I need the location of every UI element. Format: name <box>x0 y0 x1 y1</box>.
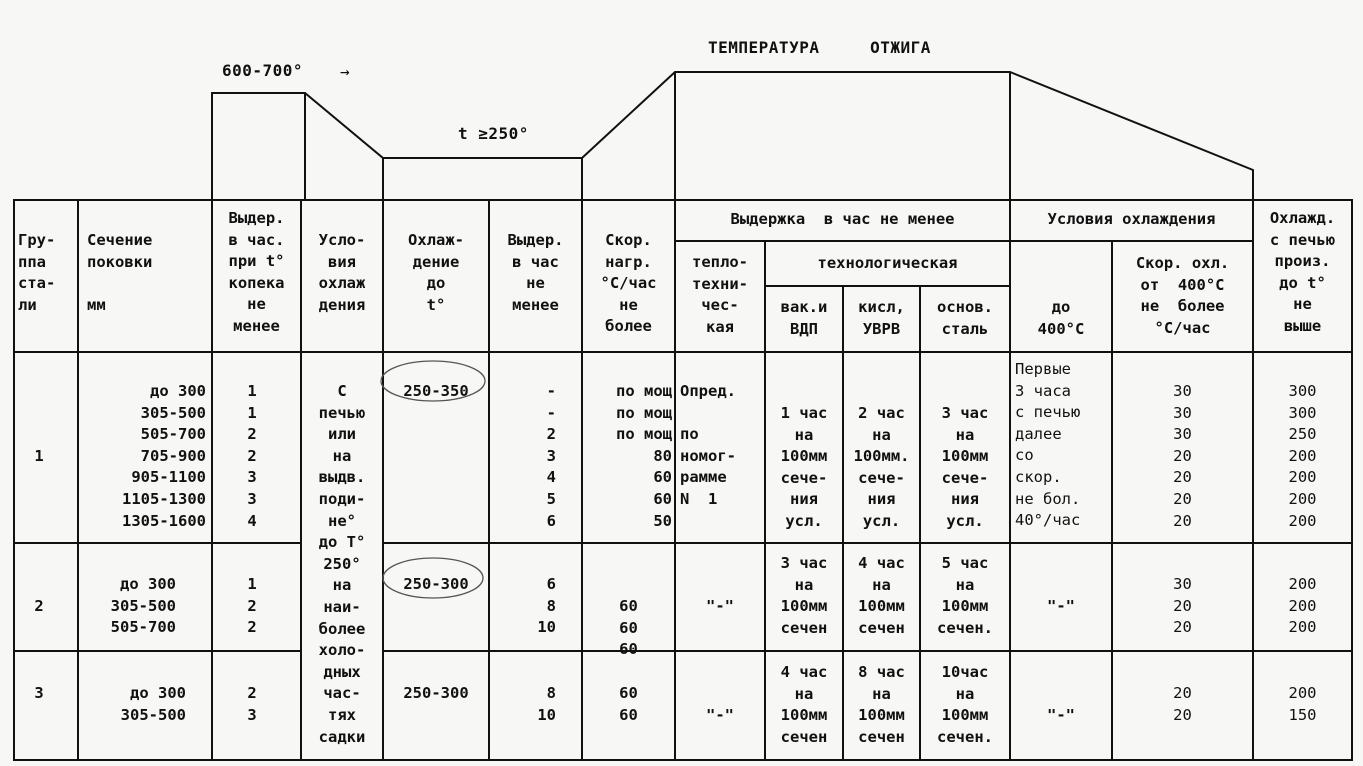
label-annealing-temperature: ТЕМПЕРАТУРА ОТЖИГА <box>708 38 931 57</box>
header-cooling-conditions: Усло- вия охлаж дения <box>318 231 366 314</box>
row3-vak: 4 час на 100мм сечен <box>780 663 828 746</box>
row2-section: до 300 305-500 505-700 <box>110 575 176 637</box>
header-cooling-group: Условия охлаждения <box>1047 210 1216 228</box>
row3-hold-hours: 8 10 <box>537 684 556 724</box>
temperature-profile-line <box>212 72 1253 200</box>
row3-osnov: 10час на 100мм сечен. <box>937 663 993 746</box>
row3-hold-at-forge: 2 3 <box>247 684 257 724</box>
header-to-400: до 400°С <box>1037 298 1085 338</box>
header-group: Гру- ппа ста- ли <box>18 231 56 314</box>
header-hold-at-forge: Выдер. в час. при t° копека не менее <box>228 209 285 335</box>
row1-group: 1 <box>34 447 44 465</box>
row1-to-400: Первые 3 часа с печью далее со скор. не бол. 40°/час <box>1015 360 1081 530</box>
header-cooling-rate: Скор. охл. от 400°С не более °С/час <box>1135 254 1230 337</box>
row1-section: до 300 305-500 505-700 705-900 905-1100 1105-1300 1305-1600 <box>122 382 206 530</box>
row3-cooling-to: 250-300 <box>403 684 469 702</box>
header-cooling-to: Охлаж- дение до t° <box>408 231 464 314</box>
row1-heating-rate: по мощ по мощ по мощ 80 60 60 50 <box>616 382 672 530</box>
row1-osnov: 3 час на 100мм сече- ния усл. <box>941 404 989 530</box>
row3-group: 3 <box>34 684 44 702</box>
row3-kisl: 8 час на 100мм сечен <box>858 663 905 746</box>
row1-vak: 1 час на 100мм сече- ния усл. <box>780 404 828 530</box>
header-hold-hours: Выдер. в час не менее <box>507 231 564 314</box>
row1-hold-hours: - - 2 3 4 5 6 <box>546 382 556 530</box>
header-vak-vdp: вак.и ВДП <box>780 298 828 338</box>
row1-furnace: 300 300 250 200 200 200 200 <box>1288 382 1317 530</box>
header-technological: технологическая <box>817 254 958 272</box>
row3-thermotechnical: "-" <box>706 706 734 724</box>
row2-furnace: 200 200 200 <box>1288 575 1317 637</box>
row3-heating-rate: 60 60 <box>619 684 638 724</box>
row2-hold-at-forge: 1 2 2 <box>247 575 257 637</box>
row2-hold-hours: 6 8 10 <box>537 575 556 637</box>
header-heating-rate: Скор. нагр. °С/час не более <box>600 231 657 336</box>
row2-heating-rate: 60 60 60 <box>619 597 638 659</box>
label-t-250: t ≥250° <box>458 124 529 143</box>
row1-cooling-to: 250-350 <box>403 382 469 400</box>
row1-thermotechnical: Опред. по номог- рамме N 1 <box>680 382 736 508</box>
row2-cooling-to: 250-300 <box>403 575 469 593</box>
header-thermotechnical: тепло- техни- чес- кая <box>692 253 748 336</box>
row1-cooling-rate: 30 30 30 20 20 20 20 <box>1173 382 1192 530</box>
row1-kisl: 2 час на 100мм. сече- ния усл. <box>853 404 910 530</box>
row2-thermotechnical: "-" <box>706 597 734 615</box>
row1-hold-at-forge: 1 1 2 2 3 3 4 <box>247 382 257 530</box>
row3-section: до 300 305-500 <box>120 684 186 724</box>
row2-to-400: "-" <box>1047 597 1075 615</box>
row2-vak: 3 час на 100мм сечен <box>780 554 828 637</box>
header-furnace-cooling: Охлажд. с печью произ. до t° не выше <box>1269 209 1336 335</box>
label-600-700: 600-700° <box>222 61 304 80</box>
header-section: Сечение поковки мм <box>87 231 153 314</box>
row2-osnov: 5 час на 100мм сечен. <box>937 554 993 637</box>
header-hold-group: Выдержка в час не менее <box>730 210 955 228</box>
row3-furnace: 200 150 <box>1288 684 1317 724</box>
arrow-icon: → <box>340 62 351 81</box>
row2-group: 2 <box>34 597 44 615</box>
row3-to-400: "-" <box>1047 706 1075 724</box>
header-kisl-uvrv: кисл, УВРВ <box>858 298 905 338</box>
row2-kisl: 4 час на 100мм сечен <box>858 554 905 637</box>
cooling-conditions-text: С печью или на выдв. поди- не° до Т° 250° на наи- более холо- дных час- тях садки <box>318 382 366 746</box>
row2-cooling-rate: 30 20 20 <box>1173 575 1192 637</box>
header-osnov-steel: основ. сталь <box>937 298 993 338</box>
row3-cooling-rate: 20 20 <box>1173 684 1192 724</box>
